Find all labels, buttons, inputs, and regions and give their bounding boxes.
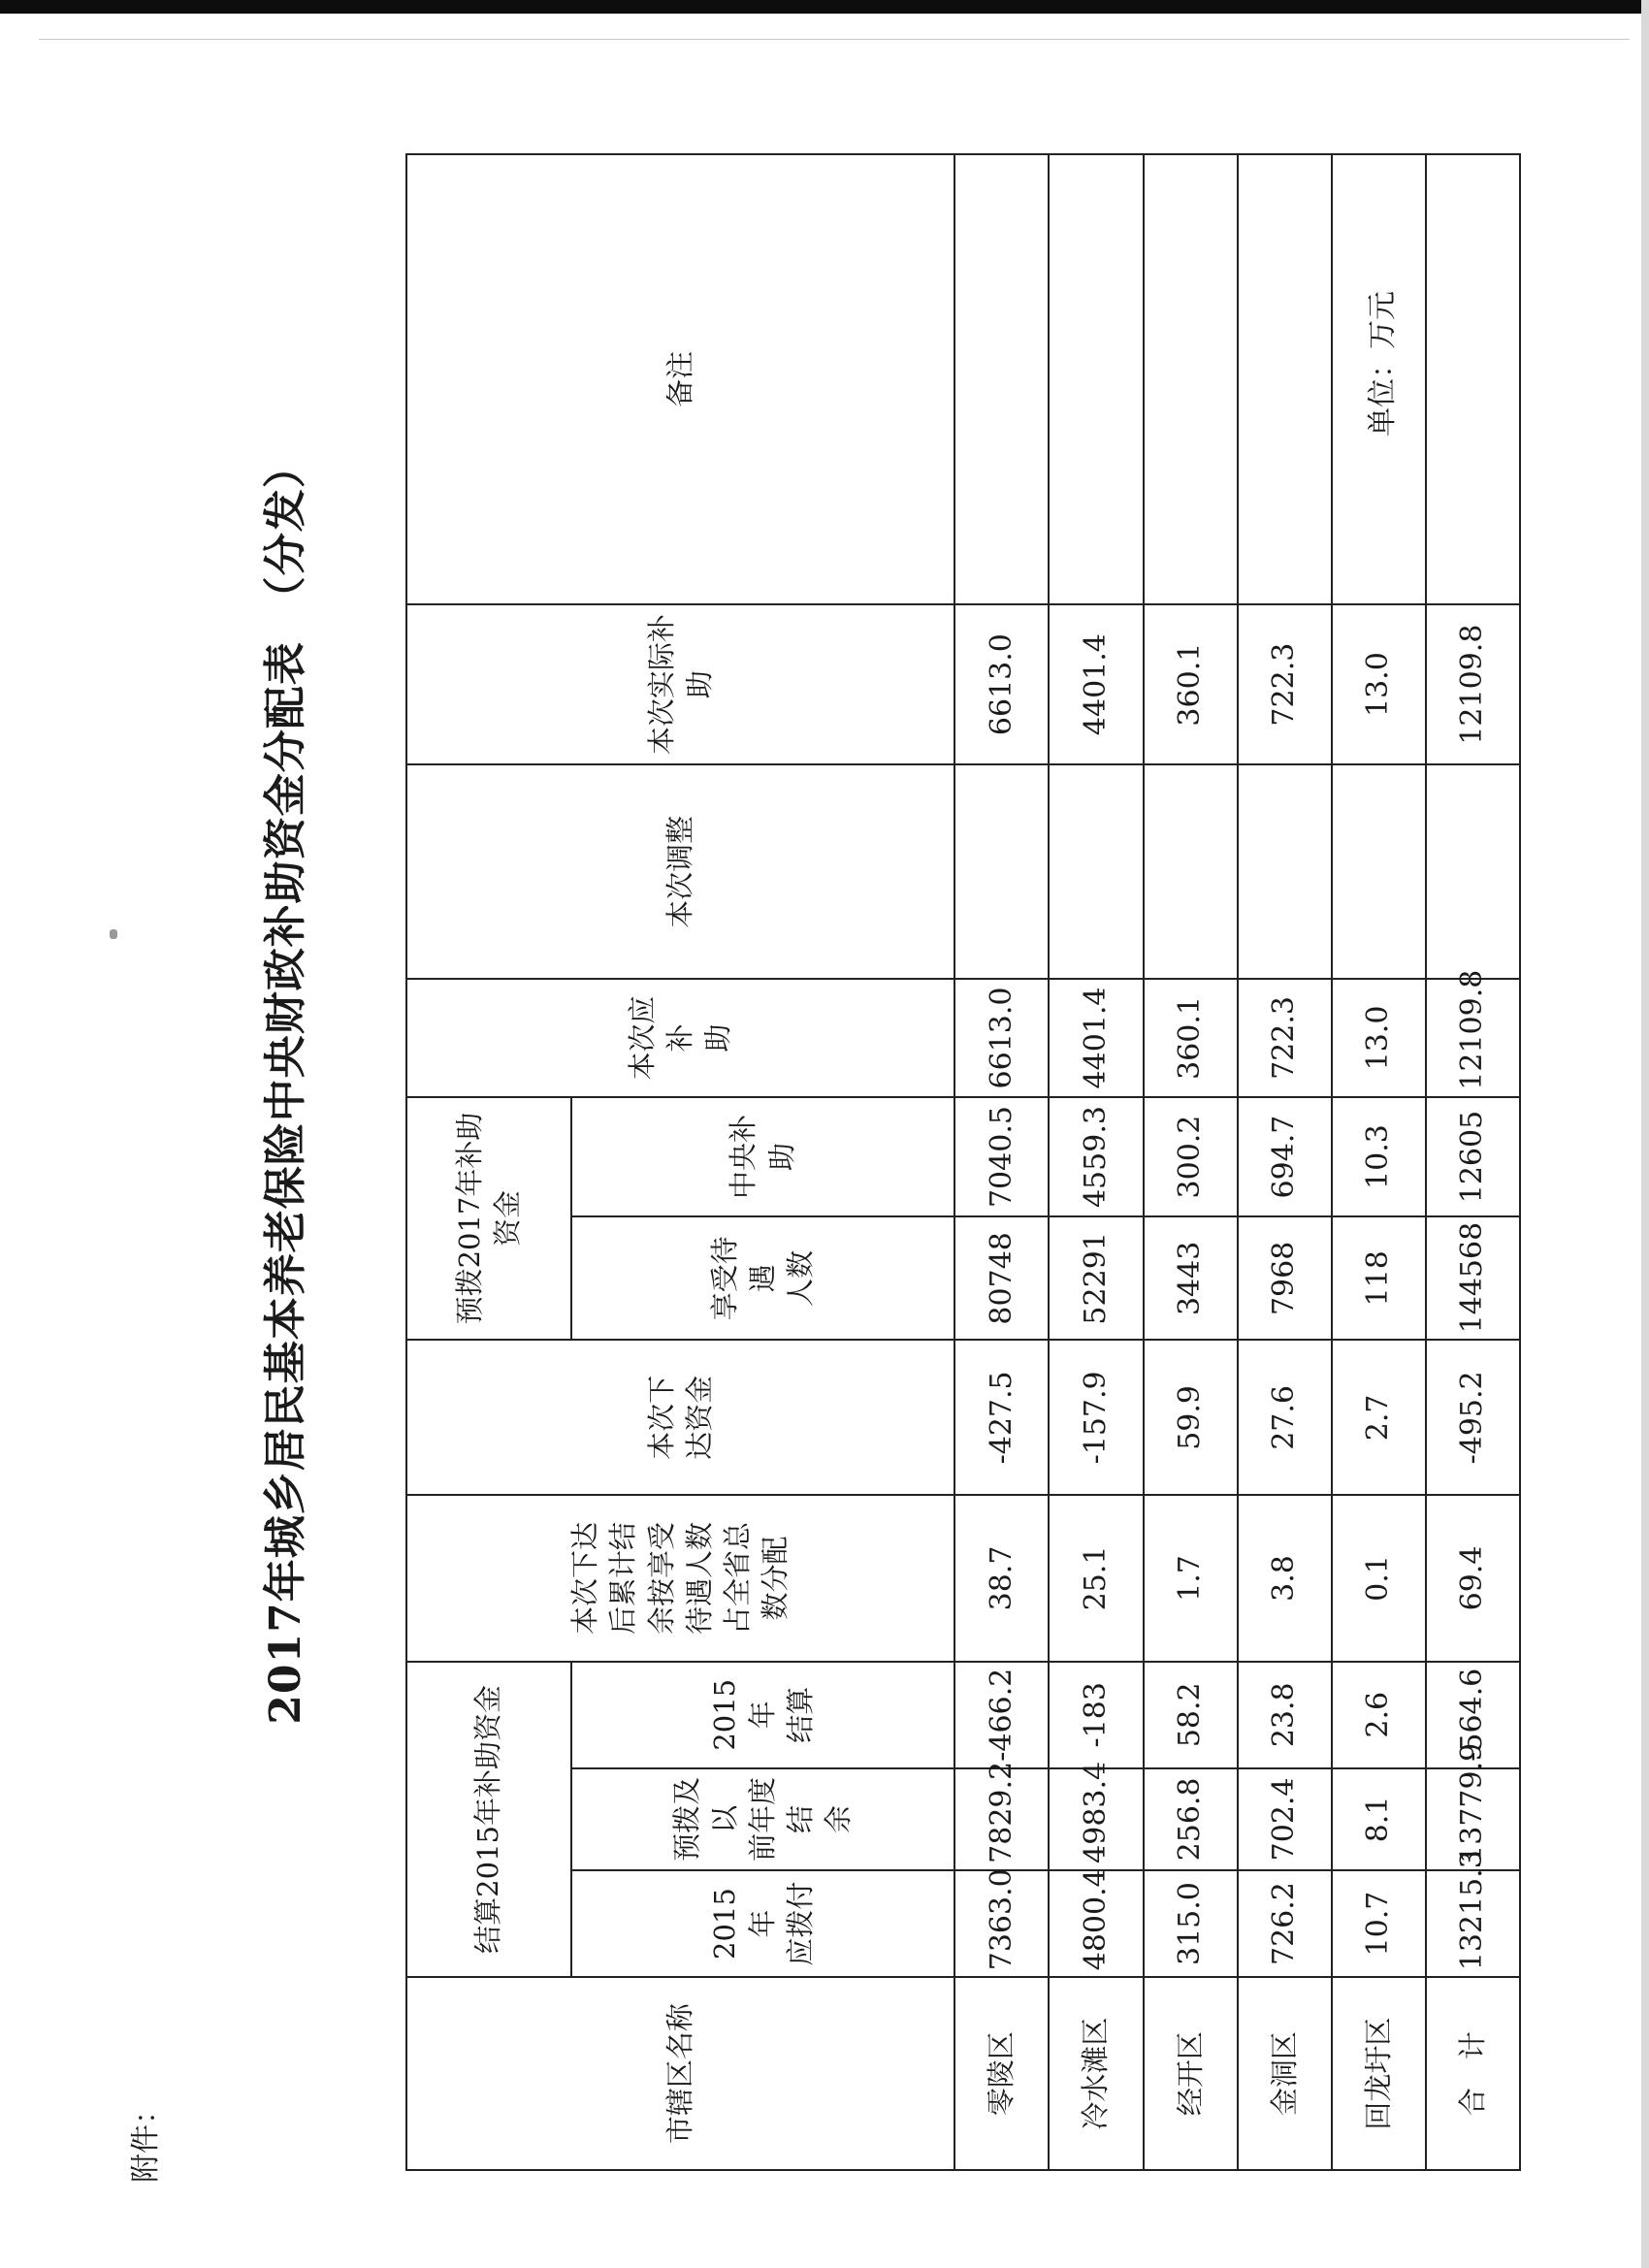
cell-share: 3.8 [1238, 1495, 1332, 1661]
header-row-1 [406, 154, 571, 2170]
cell-issued: -157.9 [1049, 1340, 1143, 1495]
table-row [1238, 154, 1332, 2170]
cell-central: 4559.3 [1049, 1097, 1143, 1217]
header-remark: 备注 [406, 154, 954, 604]
cell-should-2015: 10.7 [1332, 1870, 1426, 1977]
cell-adjust [1238, 764, 1332, 979]
cell-remark [1426, 154, 1520, 604]
cell-share: 25.1 [1049, 1495, 1143, 1661]
cell-issued: 27.6 [1238, 1340, 1332, 1495]
header-beneficiaries: 享受待遇 人数 [571, 1216, 955, 1340]
table-row [1144, 154, 1238, 2170]
header-issued: 本次下 达资金 [406, 1340, 954, 1495]
table-total-row [1426, 154, 1520, 2170]
cell-remark [954, 154, 1049, 604]
cell-should-2015: 315.0 [1144, 1870, 1238, 1977]
header-pre2017-group: 预拨2017年补助资金 [406, 1097, 571, 1341]
cell-settle-2015: -466.2 [954, 1662, 1049, 1768]
cell-district: 回龙圩区 [1332, 1977, 1426, 2170]
cell-beneficiaries: 118 [1332, 1216, 1426, 1340]
header-adjust: 本次调整 [406, 764, 954, 979]
cell-issued: 2.7 [1332, 1340, 1426, 1495]
cell-remark [1332, 154, 1426, 604]
header-central: 中央补助 [571, 1097, 955, 1217]
cell-adjust [1144, 764, 1238, 979]
cell-settle-2015: -564.6 [1426, 1662, 1520, 1768]
cell-adjust [1426, 764, 1520, 979]
cell-share: 38.7 [954, 1495, 1049, 1661]
cell-beneficiaries: 7968 [1238, 1216, 1332, 1340]
cell-should-now: 6613.0 [954, 979, 1049, 1096]
cell-district: 零陵区 [954, 1977, 1049, 2170]
cell-district: 金洞区 [1238, 1977, 1332, 2170]
cell-settle-2015: 58.2 [1144, 1662, 1238, 1768]
cell-should-2015: 7363.0 [954, 1870, 1049, 1977]
cell-actual: 360.1 [1144, 604, 1238, 765]
cell-adjust [1332, 764, 1426, 979]
cell-share: 69.4 [1426, 1495, 1520, 1661]
cell-district: 冷水滩区 [1049, 1977, 1143, 2170]
cell-actual: 6613.0 [954, 604, 1049, 765]
cell-prepaid-balance: 8.1 [1332, 1768, 1426, 1870]
header-should-2015: 2015年 应拨付 [571, 1870, 955, 1977]
cell-settle-2015: -183 [1049, 1662, 1143, 1768]
table-row [954, 154, 1049, 2170]
cell-issued: -427.5 [954, 1340, 1049, 1495]
cell-adjust [1049, 764, 1143, 979]
cell-prepaid-balance: 4983.4 [1049, 1768, 1143, 1870]
cell-settle-2015: 2.6 [1332, 1662, 1426, 1768]
cell-beneficiaries: 52291 [1049, 1216, 1143, 1340]
header-share: 本次下达 后累计结 余按享受 待遇人数 占全省总 数分配 [406, 1495, 954, 1661]
cell-beneficiaries: 144568 [1426, 1216, 1520, 1340]
cell-actual: 12109.8 [1426, 604, 1520, 765]
cell-central: 694.7 [1238, 1097, 1332, 1217]
cell-prepaid-balance: 702.4 [1238, 1768, 1332, 1870]
cell-should-2015: 13215.3 [1426, 1870, 1520, 1977]
cell-should-now: 4401.4 [1049, 979, 1143, 1096]
cell-should-2015: 4800.4 [1049, 1870, 1143, 1977]
cell-remark [1049, 154, 1143, 604]
header-actual: 本次实际补助 [406, 604, 954, 765]
cell-should-2015: 726.2 [1238, 1870, 1332, 1977]
cell-should-now: 13.0 [1332, 979, 1426, 1096]
document-title: 2017年城乡居民基本养老保险中央财政补助资金分配表 （分发） [261, 444, 310, 1725]
cell-prepaid-balance: 13779.9 [1426, 1768, 1520, 1870]
unit-label: 单位：万元 [1366, 291, 1400, 437]
cell-share: 1.7 [1144, 1495, 1238, 1661]
cell-central: 7040.5 [954, 1097, 1049, 1217]
cell-issued: -495.2 [1426, 1340, 1520, 1495]
header-settle-2015: 2015年 结算 [571, 1662, 955, 1768]
cell-central: 10.3 [1332, 1097, 1426, 1217]
header-prepaid-balance: 预拨及以 前年度结 余 [571, 1768, 955, 1870]
cell-should-now: 12109.8 [1426, 979, 1520, 1096]
cell-adjust [954, 764, 1049, 979]
cell-issued: 59.9 [1144, 1340, 1238, 1495]
table-row [1049, 154, 1143, 2170]
cell-actual: 722.3 [1238, 604, 1332, 765]
cell-beneficiaries: 80748 [954, 1216, 1049, 1340]
cell-prepaid-balance: 256.8 [1144, 1768, 1238, 1870]
cell-district: 经开区 [1144, 1977, 1238, 2170]
cell-actual: 13.0 [1332, 604, 1426, 765]
cell-beneficiaries: 3443 [1144, 1216, 1238, 1340]
cell-share: 0.1 [1332, 1495, 1426, 1661]
cell-should-now: 722.3 [1238, 979, 1332, 1096]
header-should-now: 本次应补 助 [406, 979, 954, 1096]
cell-remark [1238, 154, 1332, 604]
cell-prepaid-balance: 7829.2 [954, 1768, 1049, 1870]
header-district: 市辖区名称 [406, 1977, 954, 2170]
cell-central: 12605 [1426, 1097, 1520, 1217]
cell-actual: 4401.4 [1049, 604, 1143, 765]
cell-remark [1144, 154, 1238, 604]
cell-settle-2015: 23.8 [1238, 1662, 1332, 1768]
header-settle-group: 结算2015年补助资金 [406, 1662, 571, 1978]
allocation-table [405, 153, 1521, 2171]
annex-label: 附件： [129, 2095, 163, 2183]
cell-should-now: 360.1 [1144, 979, 1238, 1096]
table-row [1332, 154, 1426, 2170]
cell-district: 合 计 [1426, 1977, 1520, 2170]
cell-central: 300.2 [1144, 1097, 1238, 1217]
